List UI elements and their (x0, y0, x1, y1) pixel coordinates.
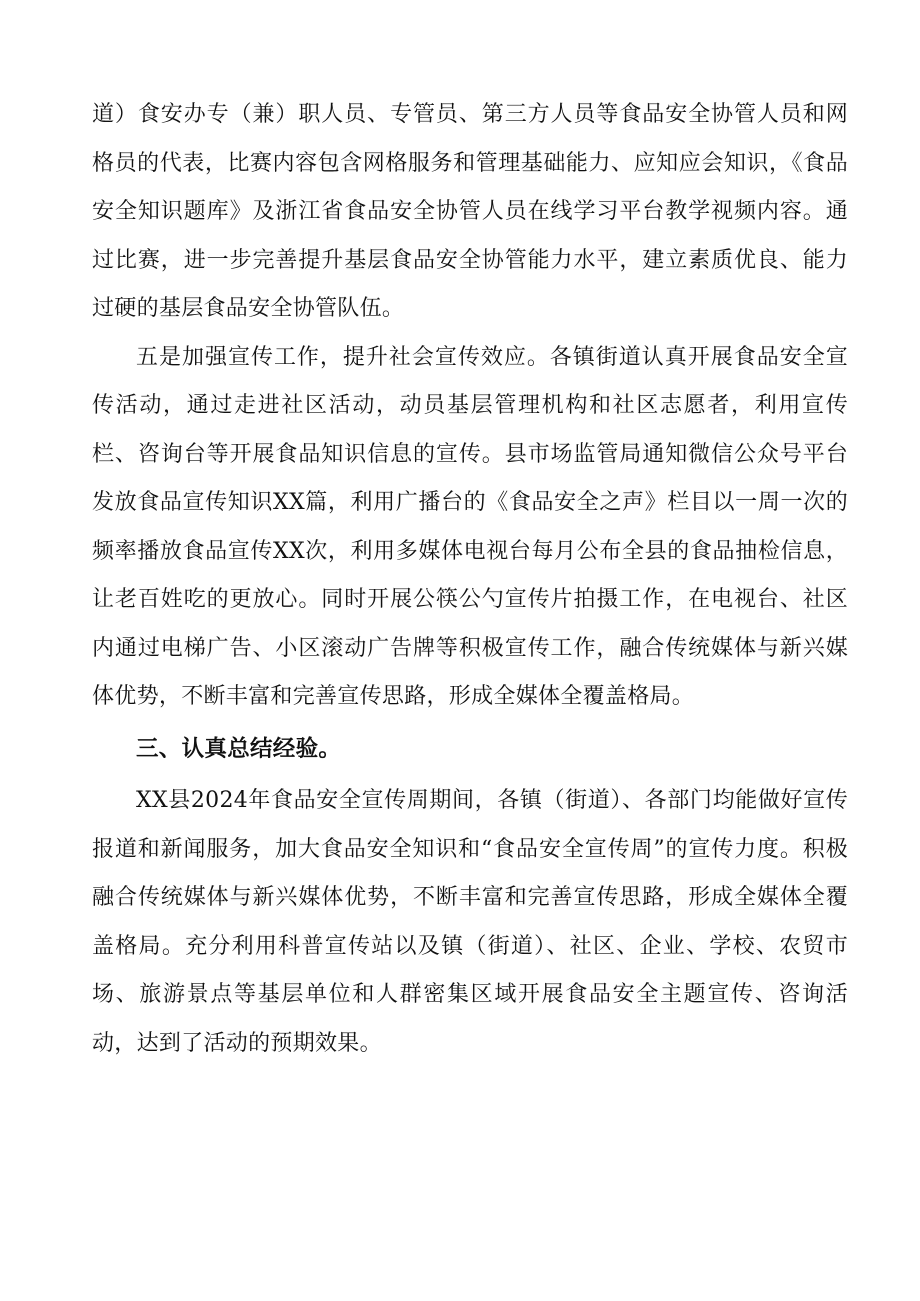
document-body (92, 91, 848, 1068)
paragraph-summary: XX县2024年食品安全宣传周期间，各镇（街道）、各部门均能做好宣传报道和新闻服务，加大食品安全知识和“食品安全宣传周”的宣传力度。积极融合传统媒体与新兴媒体优势，不断丰富和完善宣传思路，形成全媒体全覆盖格局。充分利用科普宣传站以及镇（街道）、社区、企业、学校、农贸市场、旅游景点等基层单位和人群密集区域开展食品安全主题宣传、咨询活动，达到了活动的预期效果。 (92, 788, 848, 1056)
paragraph-continued: 道）食安办专（兼）职人员、专管员、第三方人员等食品安全协管人员和网格员的代表，比赛内容包含网格服务和管理基础能力、应知应会知识，《食品安全知识题库》及浙江省食品安全协管人员在线学习平台教学视频内容。通过比赛，进一步完善提升基层食品安全协管能力水平，建立素质优良、能力过硬的基层食品安全协管队伍。 (92, 102, 848, 321)
paragraph-publicity-work: 五是加强宣传工作，提升社会宣传效应。各镇街道认真开展食品安全宣传活动，通过走进社区活动，动员基层管理机构和社区志愿者，利用宣传栏、咨询台等开展食品知识信息的宣传。县市场监管局通知微信公众号平台发放食品宣传知识XX篇，利用广播台的《食品安全之声》栏目以一周一次的频率播放食品宣传XX次，利用多媒体电视台每月公布全县的食品抽检信息，让老百姓吃的更放心。同时开展公筷公勺宣传片拍摄工作，在电视台、社区内通过电梯广告、小区滚动广告牌等积极宣传工作，融合传统媒体与新兴媒体优势，不断丰富和完善宣传思路，形成全媒体全覆盖格局。 (92, 344, 848, 709)
section-heading: 三、认真总结经验。 (136, 735, 342, 762)
